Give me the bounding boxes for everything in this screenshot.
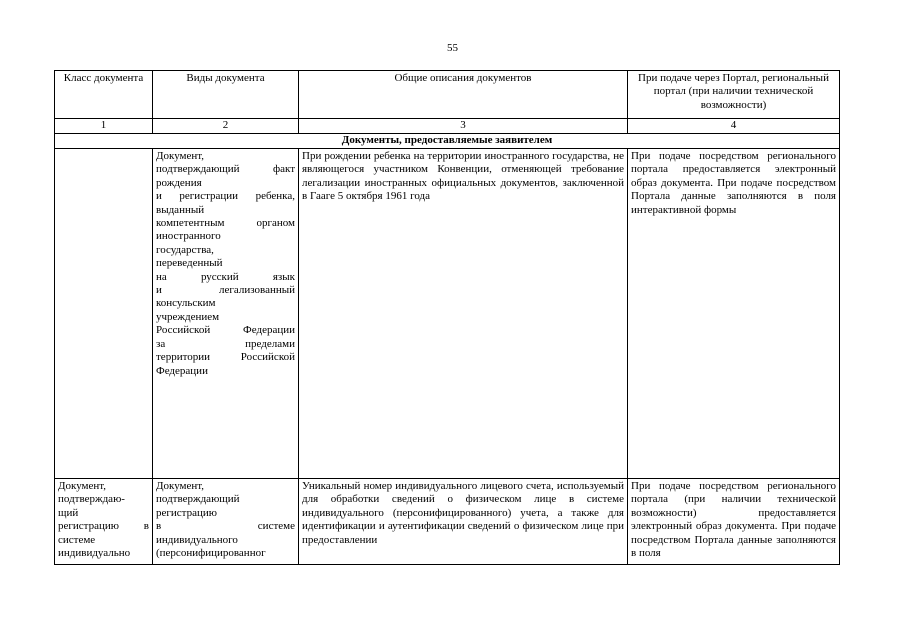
type-line: и регистрации ребенка, (156, 190, 295, 203)
type-line: учреждением (156, 310, 220, 323)
type-line: иностранного (156, 230, 221, 243)
class-line: регистрацию в (58, 520, 149, 533)
type-line: и легализованный (156, 284, 295, 297)
type-line: государства, (156, 243, 214, 256)
document-type-cell (153, 149, 299, 479)
class-line: щий (58, 506, 79, 519)
portal-submission-cell: При подаче посредством регионального портала предоставляется электронный образ документа. При подаче посредством Портала данные заполняются в поля интерактивной формы (628, 149, 840, 479)
table-row (55, 479, 840, 565)
type-line: регистрацию (156, 506, 217, 519)
type-line: территории Российской (156, 351, 295, 364)
type-line: в системе (156, 520, 295, 533)
type-line: (персонифицированног (156, 547, 266, 560)
column-number: 3 (299, 119, 628, 134)
type-line: выданный (156, 203, 205, 216)
class-line: подтверждаю- (58, 493, 125, 506)
document-class-cell (55, 149, 153, 479)
document-type-cell (153, 479, 299, 565)
class-line: индивидуально (58, 547, 131, 560)
section-row (55, 134, 840, 149)
type-line: за пределами (156, 337, 295, 350)
type-line: компетентным органом (156, 217, 295, 230)
type-line: консульским (156, 297, 216, 310)
type-line: Документ, (156, 480, 205, 492)
column-number: 1 (55, 119, 153, 134)
type-line: подтверждающий (156, 493, 240, 506)
column-number-row (55, 119, 840, 134)
header-document-class: Класс документа (55, 71, 153, 119)
table-row (55, 149, 840, 479)
document-description-cell: При рождении ребенка на территории иностранного государства, не являющегося участником Конвенции, отменяющей требование легализации иностранных официальных документов, заключенной в Гааге 5 октября 1961 года (299, 149, 628, 479)
type-line: Федерации (156, 364, 208, 377)
type-line: Документ, (156, 150, 205, 162)
type-line: Российской Федерации (156, 324, 295, 337)
type-line: индивидуального (156, 533, 238, 546)
header-portal-submission: При подаче через Портал, региональный портал (при наличии технической возможности) (628, 71, 840, 119)
document-description-cell: Уникальный номер индивидуального лицевого счета, используемый для обработки сведений о физическом лице в системе индивидуального (персонифицированного) учета, а также для идентификации и аутентификации сведений о физическом лице при предоставлении (299, 479, 628, 565)
table-header-row (55, 71, 840, 119)
portal-submission-cell: При подаче посредством регионального портала (при наличии технической возможности) предоставляется электронный образ документа. При подаче посредством Портала данные заполняются в поля (628, 479, 840, 565)
type-line: рождения (156, 176, 202, 189)
header-document-types: Виды документа (153, 71, 299, 119)
header-document-descriptions: Общие описания документов (299, 71, 628, 119)
type-line: переведенный (156, 257, 223, 270)
class-line: системе (58, 533, 96, 546)
column-number: 2 (153, 119, 299, 134)
column-number: 4 (628, 119, 840, 134)
section-title: Документы, предоставляемые заявителем (55, 134, 840, 149)
page-number: 55 (447, 42, 458, 54)
document-class-cell (55, 479, 153, 565)
type-line: на русский язык (156, 270, 295, 283)
type-line: подтверждающий факт (156, 163, 295, 176)
documents-table (54, 70, 840, 565)
class-line: Документ, (58, 480, 107, 492)
